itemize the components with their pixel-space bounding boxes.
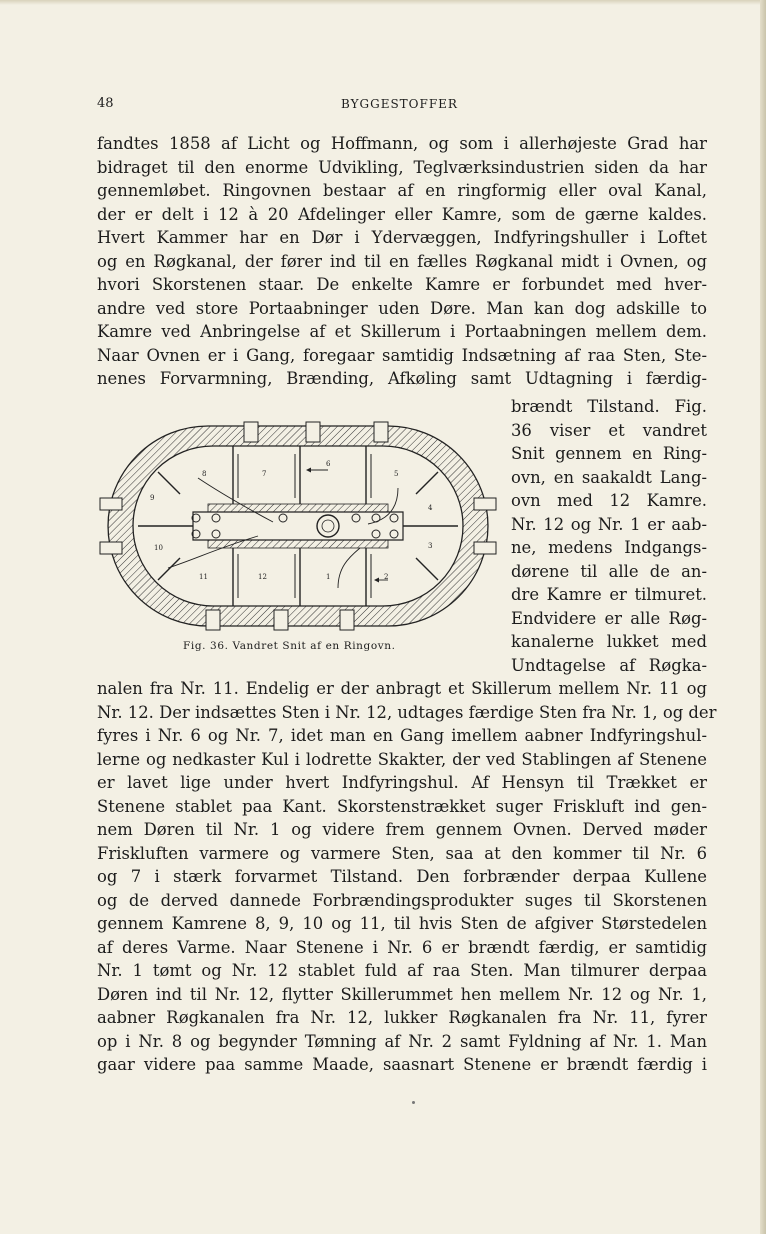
running-head: BYGGESTOFFER xyxy=(341,97,458,111)
chamber-label: 3 xyxy=(428,542,433,550)
text-line: gaar videre paa samme Maade, saasnart Stenene er brændt færdig i xyxy=(97,1055,707,1074)
text-line: lerne og nedkaster Kul i lodrette Skakter, der ved Stablingen af Stenene xyxy=(97,749,707,769)
text-line: Nr. 12 og Nr. 1 er aab- xyxy=(511,514,707,534)
text-line: ovn, en saakaldt Lang- xyxy=(511,467,707,487)
chamber-label: 12 xyxy=(258,573,267,581)
figure-ringovn xyxy=(98,418,498,634)
text-line: Nr. 1 tømt og Nr. 12 stablet fuld af raa Sten. Man tilmurer derpaa xyxy=(97,961,707,980)
chamber-label: 5 xyxy=(394,470,399,478)
text-line: gennemløbet. Ringovnen bestaar af en ringformig eller oval Kanal, xyxy=(97,181,707,200)
text-line: Undtagelse af Røgka- xyxy=(511,655,707,675)
text-line: bidraget til den enorme Udvikling, Teglværksindustrien siden da har xyxy=(97,157,707,177)
chamber-label: 8 xyxy=(202,470,207,478)
text-line: dre Kamre er tilmuret. xyxy=(511,585,707,604)
chamber-label: 2 xyxy=(384,573,389,581)
text-line: der er delt i 12 à 20 Afdelinger eller Kamre, som de gærne kaldes. xyxy=(97,204,707,224)
text-line: nalen fra Nr. 11. Endelig er der anbragt et Skillerum mellem Nr. 11 og xyxy=(97,679,707,698)
text-line: Nr. 12. Der indsættes Sten i Nr. 12, udtages færdige Sten fra Nr. 1, og der xyxy=(97,702,717,722)
page-number: 48 xyxy=(97,96,114,111)
text-line: Endvidere er alle Røg- xyxy=(511,608,707,628)
text-line: brændt Tilstand. Fig. xyxy=(511,397,707,416)
text-line: Hvert Kammer har en Dør i Ydervæggen, Indfyringshuller i Loftet xyxy=(97,228,707,247)
text-line: kanalerne lukket med xyxy=(511,632,707,651)
text-line: Stenene stablet paa Kant. Skorstenstrækket suger Friskluft ind gen- xyxy=(97,796,707,816)
text-line: er lavet lige under hvert Indfyringshul. Af Hensyn til Trækket er xyxy=(97,773,707,792)
chamber-label: 6 xyxy=(326,460,331,468)
text-line: op i Nr. 8 og begynder Tømning af Nr. 2 samt Fyldning af Nr. 1. Man xyxy=(97,1031,707,1051)
text-line: og de derved dannede Forbrændingsprodukter suges til Skorstenen xyxy=(97,890,707,910)
text-line: Kamre ved Anbringelse af et Skillerum i Portaabningen mellem dem. xyxy=(97,322,707,341)
text-line: 36 viser et vandret xyxy=(511,420,707,440)
text-line: hvori Skorstenen staar. De enkelte Kamre er forbundet med hver- xyxy=(97,275,707,294)
chamber-label: 11 xyxy=(199,573,208,581)
text-line: gennem Kamrene 8, 9, 10 og 11, til hvis Sten de afgiver Størstedelen xyxy=(97,914,707,933)
figure-caption: Fig. 36. Vandret Snit af en Ringovn. xyxy=(183,640,396,652)
text-line: fandtes 1858 af Licht og Hoffmann, og som i allerhøjeste Grad har xyxy=(97,134,707,153)
text-line: andre ved store Portaabninger uden Døre. Man kan dog adskille to xyxy=(97,298,707,318)
text-line: og en Røgkanal, der fører ind til en fælles Røgkanal midt i Ovnen, og xyxy=(97,251,707,271)
text-line: fyres i Nr. 6 og Nr. 7, idet man en Gang imellem aabner Indfyringshul- xyxy=(97,726,707,745)
text-line: nenes Forvarmning, Brænding, Afkøling samt Udtagning i færdig- xyxy=(97,369,707,388)
text-line: aabner Røgkanalen fra Nr. 12, lukker Røgkanalen fra Nr. 11, fyrer xyxy=(97,1008,707,1027)
page-edge xyxy=(760,0,766,1234)
text-line: og 7 i stærk forvarmet Tilstand. Den forbrænder derpaa Kullene xyxy=(97,867,707,886)
page-edge xyxy=(0,0,766,5)
chamber-label: 7 xyxy=(262,470,267,478)
text-line: Snit gennem en Ring- xyxy=(511,444,707,463)
ring-kiln-diagram xyxy=(98,418,498,634)
chamber-label: 9 xyxy=(150,494,155,502)
text-line: Døren ind til Nr. 12, flytter Skillerummet hen mellem Nr. 12 og Nr. 1, xyxy=(97,984,707,1004)
chamber-label: 4 xyxy=(428,504,433,512)
text-line: ne, medens Indgangs- xyxy=(511,538,707,557)
central-smoke-channel xyxy=(193,512,403,540)
text-line: af deres Varme. Naar Stenene i Nr. 6 er brændt færdig, er samtidig xyxy=(97,937,707,957)
text-line: dørene til alle de an- xyxy=(511,561,707,581)
chamber-label: 10 xyxy=(154,544,163,552)
text-line: Naar Ovnen er i Gang, foregaar samtidig Indsætning af raa Sten, Ste- xyxy=(97,345,707,365)
text-line: Friskluften varmere og varmere Sten, saa at den kommer til Nr. 6 xyxy=(97,843,707,863)
text-line: nem Døren til Nr. 1 og videre frem gennem Ovnen. Derved møder xyxy=(97,820,707,839)
page-header xyxy=(97,96,707,116)
chamber-label: 1 xyxy=(326,573,331,581)
speck xyxy=(412,1101,415,1104)
text-line: ovn med 12 Kamre. xyxy=(511,491,707,510)
